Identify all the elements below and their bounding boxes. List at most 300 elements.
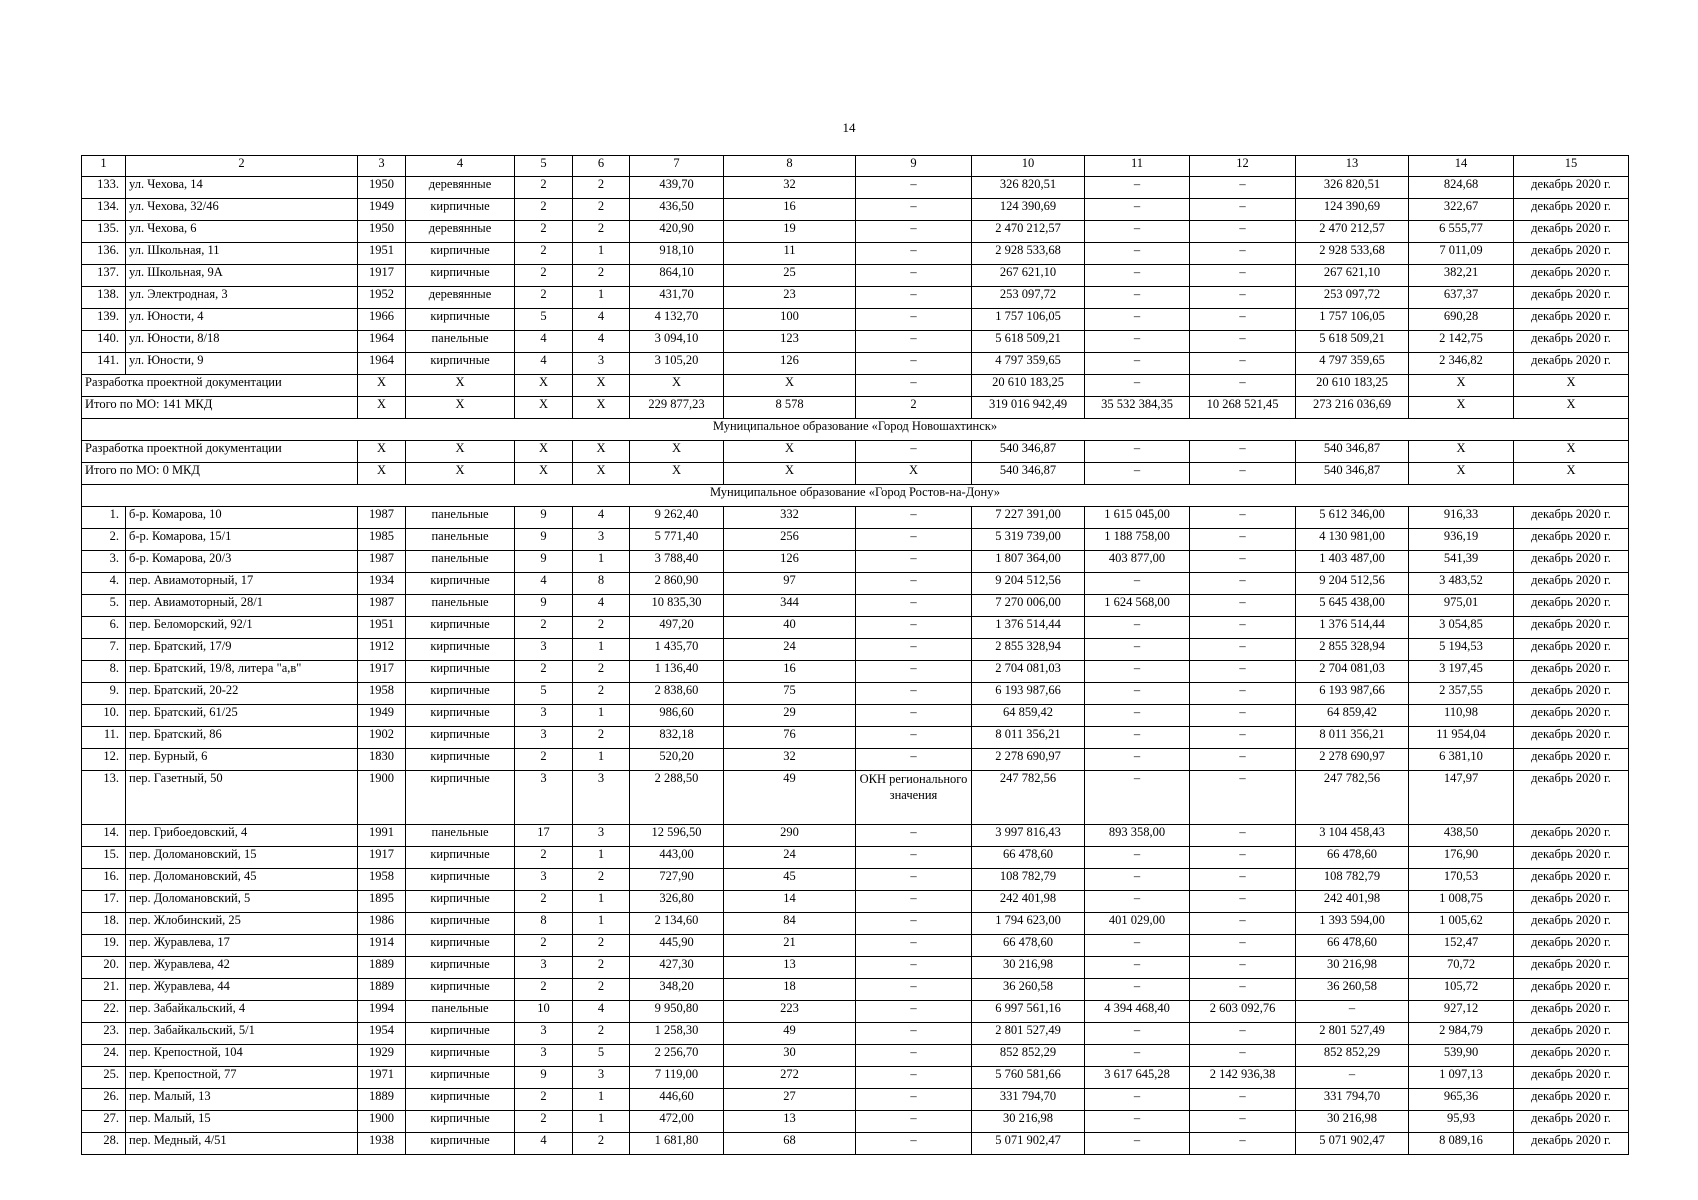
cell-unit-cost: 824,68 bbox=[1409, 177, 1514, 199]
summary-row bbox=[82, 397, 1629, 419]
cell-wall-material: кирпичные bbox=[406, 979, 515, 1001]
cell-address: пер. Крепостной, 77 bbox=[126, 1067, 358, 1089]
cell-entrances: 2 bbox=[573, 1133, 630, 1155]
cell-address: пер. Журавлева, 44 bbox=[126, 979, 358, 1001]
table-row bbox=[82, 617, 1629, 639]
cell-residents: X bbox=[724, 441, 856, 463]
cell-year: 1949 bbox=[358, 199, 406, 221]
cell-total-cost: 1 807 364,00 bbox=[972, 551, 1085, 573]
cell-area: X bbox=[630, 375, 724, 397]
cell-unit-cost: 2 357,55 bbox=[1409, 683, 1514, 705]
table-row bbox=[82, 177, 1629, 199]
cell-entrances: 1 bbox=[573, 287, 630, 309]
cell-area: 12 596,50 bbox=[630, 825, 724, 847]
cell-no: 9. bbox=[82, 683, 126, 705]
cell-floors: 2 bbox=[515, 265, 573, 287]
cell-no: 15. bbox=[82, 847, 126, 869]
cell-address: пер. Братский, 20-22 bbox=[126, 683, 358, 705]
cell-area: 497,20 bbox=[630, 617, 724, 639]
cell-deadline: декабрь 2020 г. bbox=[1514, 1023, 1629, 1045]
cell-address: пер. Крепостной, 104 bbox=[126, 1045, 358, 1067]
cell-region-cost: – bbox=[1190, 1045, 1296, 1067]
header-cell-14: 14 bbox=[1409, 156, 1514, 177]
cell-region-cost: – bbox=[1190, 265, 1296, 287]
cell-residents: 272 bbox=[724, 1067, 856, 1089]
cell-wall-material: X bbox=[406, 397, 515, 419]
cell-region-cost: – bbox=[1190, 309, 1296, 331]
cell-heritage: 2 bbox=[856, 397, 972, 419]
cell-floors: 4 bbox=[515, 331, 573, 353]
cell-unit-cost: 2 984,79 bbox=[1409, 1023, 1514, 1045]
cell-total-cost: 1 376 514,44 bbox=[972, 617, 1085, 639]
cell-address: пер. Братский, 17/9 bbox=[126, 639, 358, 661]
header-cell-3: 3 bbox=[358, 156, 406, 177]
cell-heritage: – bbox=[856, 891, 972, 913]
header-cell-7: 7 bbox=[630, 156, 724, 177]
cell-entrances: 1 bbox=[573, 913, 630, 935]
cell-floors: 3 bbox=[515, 727, 573, 749]
cell-region-cost: – bbox=[1190, 1111, 1296, 1133]
cell-area: 918,10 bbox=[630, 243, 724, 265]
table-row bbox=[82, 1001, 1629, 1023]
summary-row bbox=[82, 375, 1629, 397]
cell-owners-cost: 8 011 356,21 bbox=[1296, 727, 1409, 749]
cell-unit-cost: 3 054,85 bbox=[1409, 617, 1514, 639]
cell-total-cost: 2 470 212,57 bbox=[972, 221, 1085, 243]
cell-heritage: ОКН регионального значения bbox=[856, 771, 972, 825]
cell-floors: 2 bbox=[515, 847, 573, 869]
cell-region-cost: – bbox=[1190, 913, 1296, 935]
cell-floors: 3 bbox=[515, 1045, 573, 1067]
cell-floors: 3 bbox=[515, 639, 573, 661]
cell-owners-cost: 6 193 987,66 bbox=[1296, 683, 1409, 705]
cell-wall-material: панельные bbox=[406, 507, 515, 529]
cell-residents: 290 bbox=[724, 825, 856, 847]
cell-total-cost: 4 797 359,65 bbox=[972, 353, 1085, 375]
cell-deadline: декабрь 2020 г. bbox=[1514, 177, 1629, 199]
cell-region-cost: – bbox=[1190, 287, 1296, 309]
cell-year: 1991 bbox=[358, 825, 406, 847]
cell-area: 1 681,80 bbox=[630, 1133, 724, 1155]
cell-address: ул. Школьная, 11 bbox=[126, 243, 358, 265]
table-row bbox=[82, 1023, 1629, 1045]
cell-floors: 5 bbox=[515, 683, 573, 705]
cell-owners-cost: 242 401,98 bbox=[1296, 891, 1409, 913]
cell-unit-cost: 322,67 bbox=[1409, 199, 1514, 221]
section-title: Муниципальное образование «Город Новошахтинск» bbox=[82, 419, 1629, 441]
cell-fund-cost: – bbox=[1085, 331, 1190, 353]
cell-year: 1830 bbox=[358, 749, 406, 771]
cell-wall-material: кирпичные bbox=[406, 869, 515, 891]
cell-total-cost: 64 859,42 bbox=[972, 705, 1085, 727]
cell-fund-cost: – bbox=[1085, 265, 1190, 287]
cell-unit-cost: 105,72 bbox=[1409, 979, 1514, 1001]
cell-deadline: X bbox=[1514, 463, 1629, 485]
cell-floors: 9 bbox=[515, 507, 573, 529]
cell-floors: 3 bbox=[515, 869, 573, 891]
cell-owners-cost: 5 645 438,00 bbox=[1296, 595, 1409, 617]
cell-wall-material: кирпичные bbox=[406, 1045, 515, 1067]
cell-entrances: 5 bbox=[573, 1045, 630, 1067]
cell-area: 348,20 bbox=[630, 979, 724, 1001]
cell-unit-cost: 927,12 bbox=[1409, 1001, 1514, 1023]
table-row bbox=[82, 1067, 1629, 1089]
cell-fund-cost: 1 624 568,00 bbox=[1085, 595, 1190, 617]
cell-fund-cost: 401 029,00 bbox=[1085, 913, 1190, 935]
cell-residents: 11 bbox=[724, 243, 856, 265]
cell-wall-material: кирпичные bbox=[406, 771, 515, 825]
cell-residents: X bbox=[724, 375, 856, 397]
cell-deadline: X bbox=[1514, 441, 1629, 463]
cell-residents: 25 bbox=[724, 265, 856, 287]
cell-address: ул. Электродная, 3 bbox=[126, 287, 358, 309]
cell-residents: 40 bbox=[724, 617, 856, 639]
cell-address: б-р. Комарова, 20/3 bbox=[126, 551, 358, 573]
header-cell-6: 6 bbox=[573, 156, 630, 177]
cell-year: 1954 bbox=[358, 1023, 406, 1045]
cell-region-cost: 10 268 521,45 bbox=[1190, 397, 1296, 419]
cell-area: 9 950,80 bbox=[630, 1001, 724, 1023]
cell-year: 1951 bbox=[358, 617, 406, 639]
cell-entrances: 2 bbox=[573, 617, 630, 639]
cell-address: пер. Доломановский, 45 bbox=[126, 869, 358, 891]
cell-total-cost: 6 997 561,16 bbox=[972, 1001, 1085, 1023]
cell-wall-material: кирпичные bbox=[406, 309, 515, 331]
cell-fund-cost: – bbox=[1085, 309, 1190, 331]
cell-residents: 45 bbox=[724, 869, 856, 891]
cell-entrances: 2 bbox=[573, 683, 630, 705]
cell-owners-cost: 9 204 512,56 bbox=[1296, 573, 1409, 595]
cell-fund-cost: – bbox=[1085, 1023, 1190, 1045]
cell-region-cost: – bbox=[1190, 979, 1296, 1001]
cell-deadline: декабрь 2020 г. bbox=[1514, 639, 1629, 661]
header-cell-8: 8 bbox=[724, 156, 856, 177]
cell-unit-cost: 6 381,10 bbox=[1409, 749, 1514, 771]
cell-owners-cost: 247 782,56 bbox=[1296, 771, 1409, 825]
cell-entrances: 1 bbox=[573, 551, 630, 573]
cell-fund-cost: – bbox=[1085, 847, 1190, 869]
cell-unit-cost: 539,90 bbox=[1409, 1045, 1514, 1067]
cell-entrances: X bbox=[573, 375, 630, 397]
cell-area: X bbox=[630, 463, 724, 485]
cell-wall-material: панельные bbox=[406, 529, 515, 551]
cell-floors: 2 bbox=[515, 979, 573, 1001]
cell-floors: 3 bbox=[515, 1023, 573, 1045]
cell-total-cost: 247 782,56 bbox=[972, 771, 1085, 825]
cell-residents: 256 bbox=[724, 529, 856, 551]
cell-deadline: декабрь 2020 г. bbox=[1514, 551, 1629, 573]
cell-residents: 126 bbox=[724, 551, 856, 573]
cell-deadline: X bbox=[1514, 375, 1629, 397]
cell-unit-cost: X bbox=[1409, 441, 1514, 463]
cell-fund-cost: 4 394 468,40 bbox=[1085, 1001, 1190, 1023]
cell-total-cost: 3 997 816,43 bbox=[972, 825, 1085, 847]
cell-total-cost: 242 401,98 bbox=[972, 891, 1085, 913]
cell-fund-cost: – bbox=[1085, 1045, 1190, 1067]
cell-entrances: 2 bbox=[573, 957, 630, 979]
table-row bbox=[82, 507, 1629, 529]
cell-fund-cost: – bbox=[1085, 749, 1190, 771]
cell-owners-cost: 2 704 081,03 bbox=[1296, 661, 1409, 683]
cell-year: 1994 bbox=[358, 1001, 406, 1023]
cell-no: 135. bbox=[82, 221, 126, 243]
cell-entrances: 4 bbox=[573, 595, 630, 617]
cell-deadline: декабрь 2020 г. bbox=[1514, 705, 1629, 727]
cell-entrances: 1 bbox=[573, 1111, 630, 1133]
cell-unit-cost: 637,37 bbox=[1409, 287, 1514, 309]
cell-deadline: декабрь 2020 г. bbox=[1514, 529, 1629, 551]
cell-unit-cost: 438,50 bbox=[1409, 825, 1514, 847]
cell-wall-material: кирпичные bbox=[406, 1089, 515, 1111]
cell-area: 9 262,40 bbox=[630, 507, 724, 529]
cell-entrances: 3 bbox=[573, 825, 630, 847]
cell-owners-cost: 5 612 346,00 bbox=[1296, 507, 1409, 529]
cell-unit-cost: 147,97 bbox=[1409, 771, 1514, 825]
cell-area: 436,50 bbox=[630, 199, 724, 221]
cell-no: 3. bbox=[82, 551, 126, 573]
cell-no: 23. bbox=[82, 1023, 126, 1045]
cell-residents: 16 bbox=[724, 199, 856, 221]
cell-area: 439,70 bbox=[630, 177, 724, 199]
header-cell-11: 11 bbox=[1085, 156, 1190, 177]
cell-total-cost: 1 794 623,00 bbox=[972, 913, 1085, 935]
cell-area: 446,60 bbox=[630, 1089, 724, 1111]
cell-unit-cost: 965,36 bbox=[1409, 1089, 1514, 1111]
cell-deadline: декабрь 2020 г. bbox=[1514, 1133, 1629, 1155]
cell-year: 1966 bbox=[358, 309, 406, 331]
cell-residents: 13 bbox=[724, 957, 856, 979]
cell-floors: 2 bbox=[515, 661, 573, 683]
summary-label: Разработка проектной документации bbox=[82, 375, 358, 397]
cell-total-cost: 540 346,87 bbox=[972, 441, 1085, 463]
header-row bbox=[82, 156, 1629, 177]
cell-owners-cost: 66 478,60 bbox=[1296, 847, 1409, 869]
cell-fund-cost: 893 358,00 bbox=[1085, 825, 1190, 847]
cell-address: пер. Газетный, 50 bbox=[126, 771, 358, 825]
header-cell-9: 9 bbox=[856, 156, 972, 177]
cell-year: 1987 bbox=[358, 507, 406, 529]
cell-owners-cost: 1 403 487,00 bbox=[1296, 551, 1409, 573]
cell-deadline: декабрь 2020 г. bbox=[1514, 913, 1629, 935]
cell-year: 1985 bbox=[358, 529, 406, 551]
cell-fund-cost: – bbox=[1085, 661, 1190, 683]
cell-area: 420,90 bbox=[630, 221, 724, 243]
table-row bbox=[82, 979, 1629, 1001]
cell-unit-cost: 3 197,45 bbox=[1409, 661, 1514, 683]
cell-heritage: – bbox=[856, 1067, 972, 1089]
cell-no: 26. bbox=[82, 1089, 126, 1111]
cell-owners-cost: 273 216 036,69 bbox=[1296, 397, 1409, 419]
table-row bbox=[82, 825, 1629, 847]
cell-entrances: 2 bbox=[573, 979, 630, 1001]
cell-entrances: 4 bbox=[573, 507, 630, 529]
cell-unit-cost: 916,33 bbox=[1409, 507, 1514, 529]
cell-no: 138. bbox=[82, 287, 126, 309]
cell-entrances: 1 bbox=[573, 847, 630, 869]
cell-total-cost: 2 855 328,94 bbox=[972, 639, 1085, 661]
cell-owners-cost: 2 470 212,57 bbox=[1296, 221, 1409, 243]
cell-no: 4. bbox=[82, 573, 126, 595]
cell-address: ул. Школьная, 9А bbox=[126, 265, 358, 287]
cell-floors: 10 bbox=[515, 1001, 573, 1023]
cell-unit-cost: 541,39 bbox=[1409, 551, 1514, 573]
cell-wall-material: X bbox=[406, 463, 515, 485]
cell-heritage: – bbox=[856, 573, 972, 595]
cell-heritage: – bbox=[856, 639, 972, 661]
cell-area: 445,90 bbox=[630, 935, 724, 957]
cell-wall-material: кирпичные bbox=[406, 661, 515, 683]
cell-year: 1938 bbox=[358, 1133, 406, 1155]
cell-no: 133. bbox=[82, 177, 126, 199]
cell-heritage: – bbox=[856, 727, 972, 749]
table-row bbox=[82, 595, 1629, 617]
cell-wall-material: кирпичные bbox=[406, 683, 515, 705]
cell-year: 1958 bbox=[358, 869, 406, 891]
cell-owners-cost: 2 278 690,97 bbox=[1296, 749, 1409, 771]
table-row bbox=[82, 891, 1629, 913]
cell-wall-material: кирпичные bbox=[406, 617, 515, 639]
cell-heritage: – bbox=[856, 265, 972, 287]
summary-label: Итого по МО: 0 МКД bbox=[82, 463, 358, 485]
cell-year: 1889 bbox=[358, 1089, 406, 1111]
cell-wall-material: кирпичные bbox=[406, 1133, 515, 1155]
cell-no: 141. bbox=[82, 353, 126, 375]
table-row bbox=[82, 771, 1629, 825]
cell-heritage: – bbox=[856, 661, 972, 683]
cell-year: 1987 bbox=[358, 595, 406, 617]
cell-wall-material: кирпичные bbox=[406, 705, 515, 727]
cell-area: 2 134,60 bbox=[630, 913, 724, 935]
cell-year: 1951 bbox=[358, 243, 406, 265]
cell-total-cost: 1 757 106,05 bbox=[972, 309, 1085, 331]
cell-residents: 14 bbox=[724, 891, 856, 913]
cell-entrances: 2 bbox=[573, 869, 630, 891]
cell-total-cost: 2 928 533,68 bbox=[972, 243, 1085, 265]
cell-entrances: 2 bbox=[573, 199, 630, 221]
cell-total-cost: 331 794,70 bbox=[972, 1089, 1085, 1111]
table-row bbox=[82, 243, 1629, 265]
cell-year: 1986 bbox=[358, 913, 406, 935]
cell-total-cost: 7 227 391,00 bbox=[972, 507, 1085, 529]
cell-deadline: декабрь 2020 г. bbox=[1514, 1089, 1629, 1111]
cell-no: 137. bbox=[82, 265, 126, 287]
cell-region-cost: – bbox=[1190, 441, 1296, 463]
table-row bbox=[82, 529, 1629, 551]
cell-owners-cost: 4 130 981,00 bbox=[1296, 529, 1409, 551]
cell-total-cost: 5 618 509,21 bbox=[972, 331, 1085, 353]
cell-total-cost: 267 621,10 bbox=[972, 265, 1085, 287]
section-row bbox=[82, 419, 1629, 441]
cell-unit-cost: 70,72 bbox=[1409, 957, 1514, 979]
cell-owners-cost: – bbox=[1296, 1001, 1409, 1023]
cell-year: 1964 bbox=[358, 353, 406, 375]
cell-heritage: – bbox=[856, 913, 972, 935]
cell-residents: 97 bbox=[724, 573, 856, 595]
cell-area: 986,60 bbox=[630, 705, 724, 727]
cell-owners-cost: 267 621,10 bbox=[1296, 265, 1409, 287]
cell-deadline: декабрь 2020 г. bbox=[1514, 1111, 1629, 1133]
cell-total-cost: 319 016 942,49 bbox=[972, 397, 1085, 419]
cell-no: 27. bbox=[82, 1111, 126, 1133]
cell-unit-cost: 11 954,04 bbox=[1409, 727, 1514, 749]
cell-wall-material: кирпичные bbox=[406, 727, 515, 749]
cell-heritage: – bbox=[856, 375, 972, 397]
cell-heritage: – bbox=[856, 243, 972, 265]
cell-residents: 49 bbox=[724, 1023, 856, 1045]
housing-repair-table bbox=[81, 155, 1629, 1155]
cell-fund-cost: 3 617 645,28 bbox=[1085, 1067, 1190, 1089]
cell-heritage: – bbox=[856, 617, 972, 639]
cell-address: пер. Братский, 86 bbox=[126, 727, 358, 749]
cell-year: 1914 bbox=[358, 935, 406, 957]
cell-residents: 24 bbox=[724, 847, 856, 869]
cell-unit-cost: 7 011,09 bbox=[1409, 243, 1514, 265]
cell-address: пер. Авиамоторный, 28/1 bbox=[126, 595, 358, 617]
cell-year: 1964 bbox=[358, 331, 406, 353]
cell-residents: 49 bbox=[724, 771, 856, 825]
cell-deadline: декабрь 2020 г. bbox=[1514, 935, 1629, 957]
cell-year: 1950 bbox=[358, 177, 406, 199]
cell-heritage: – bbox=[856, 683, 972, 705]
cell-no: 7. bbox=[82, 639, 126, 661]
cell-floors: 3 bbox=[515, 705, 573, 727]
cell-residents: 68 bbox=[724, 1133, 856, 1155]
cell-heritage: – bbox=[856, 825, 972, 847]
cell-deadline: X bbox=[1514, 397, 1629, 419]
cell-residents: 75 bbox=[724, 683, 856, 705]
cell-wall-material: кирпичные bbox=[406, 639, 515, 661]
table-row bbox=[82, 287, 1629, 309]
cell-address: пер. Авиамоторный, 17 bbox=[126, 573, 358, 595]
cell-entrances: 1 bbox=[573, 891, 630, 913]
cell-floors: 17 bbox=[515, 825, 573, 847]
cell-residents: 19 bbox=[724, 221, 856, 243]
cell-fund-cost: – bbox=[1085, 199, 1190, 221]
table-row bbox=[82, 869, 1629, 891]
cell-region-cost: – bbox=[1190, 1023, 1296, 1045]
table-row bbox=[82, 1133, 1629, 1155]
cell-floors: 2 bbox=[515, 749, 573, 771]
cell-fund-cost: – bbox=[1085, 979, 1190, 1001]
cell-no: 25. bbox=[82, 1067, 126, 1089]
cell-entrances: 1 bbox=[573, 705, 630, 727]
cell-area: 864,10 bbox=[630, 265, 724, 287]
cell-wall-material: кирпичные bbox=[406, 1067, 515, 1089]
cell-total-cost: 7 270 006,00 bbox=[972, 595, 1085, 617]
cell-heritage: – bbox=[856, 1133, 972, 1155]
cell-floors: 3 bbox=[515, 771, 573, 825]
table-row bbox=[82, 639, 1629, 661]
cell-total-cost: 108 782,79 bbox=[972, 869, 1085, 891]
cell-year: 1917 bbox=[358, 847, 406, 869]
cell-entrances: 2 bbox=[573, 221, 630, 243]
header-cell-15: 15 bbox=[1514, 156, 1629, 177]
cell-area: X bbox=[630, 441, 724, 463]
cell-deadline: декабрь 2020 г. bbox=[1514, 957, 1629, 979]
cell-residents: 123 bbox=[724, 331, 856, 353]
table-row bbox=[82, 661, 1629, 683]
cell-area: 3 094,10 bbox=[630, 331, 724, 353]
cell-area: 326,80 bbox=[630, 891, 724, 913]
cell-heritage: – bbox=[856, 441, 972, 463]
table-row bbox=[82, 573, 1629, 595]
cell-region-cost: – bbox=[1190, 847, 1296, 869]
cell-total-cost: 8 011 356,21 bbox=[972, 727, 1085, 749]
cell-floors: 5 bbox=[515, 309, 573, 331]
table-row bbox=[82, 221, 1629, 243]
cell-no: 13. bbox=[82, 771, 126, 825]
cell-floors: 4 bbox=[515, 353, 573, 375]
